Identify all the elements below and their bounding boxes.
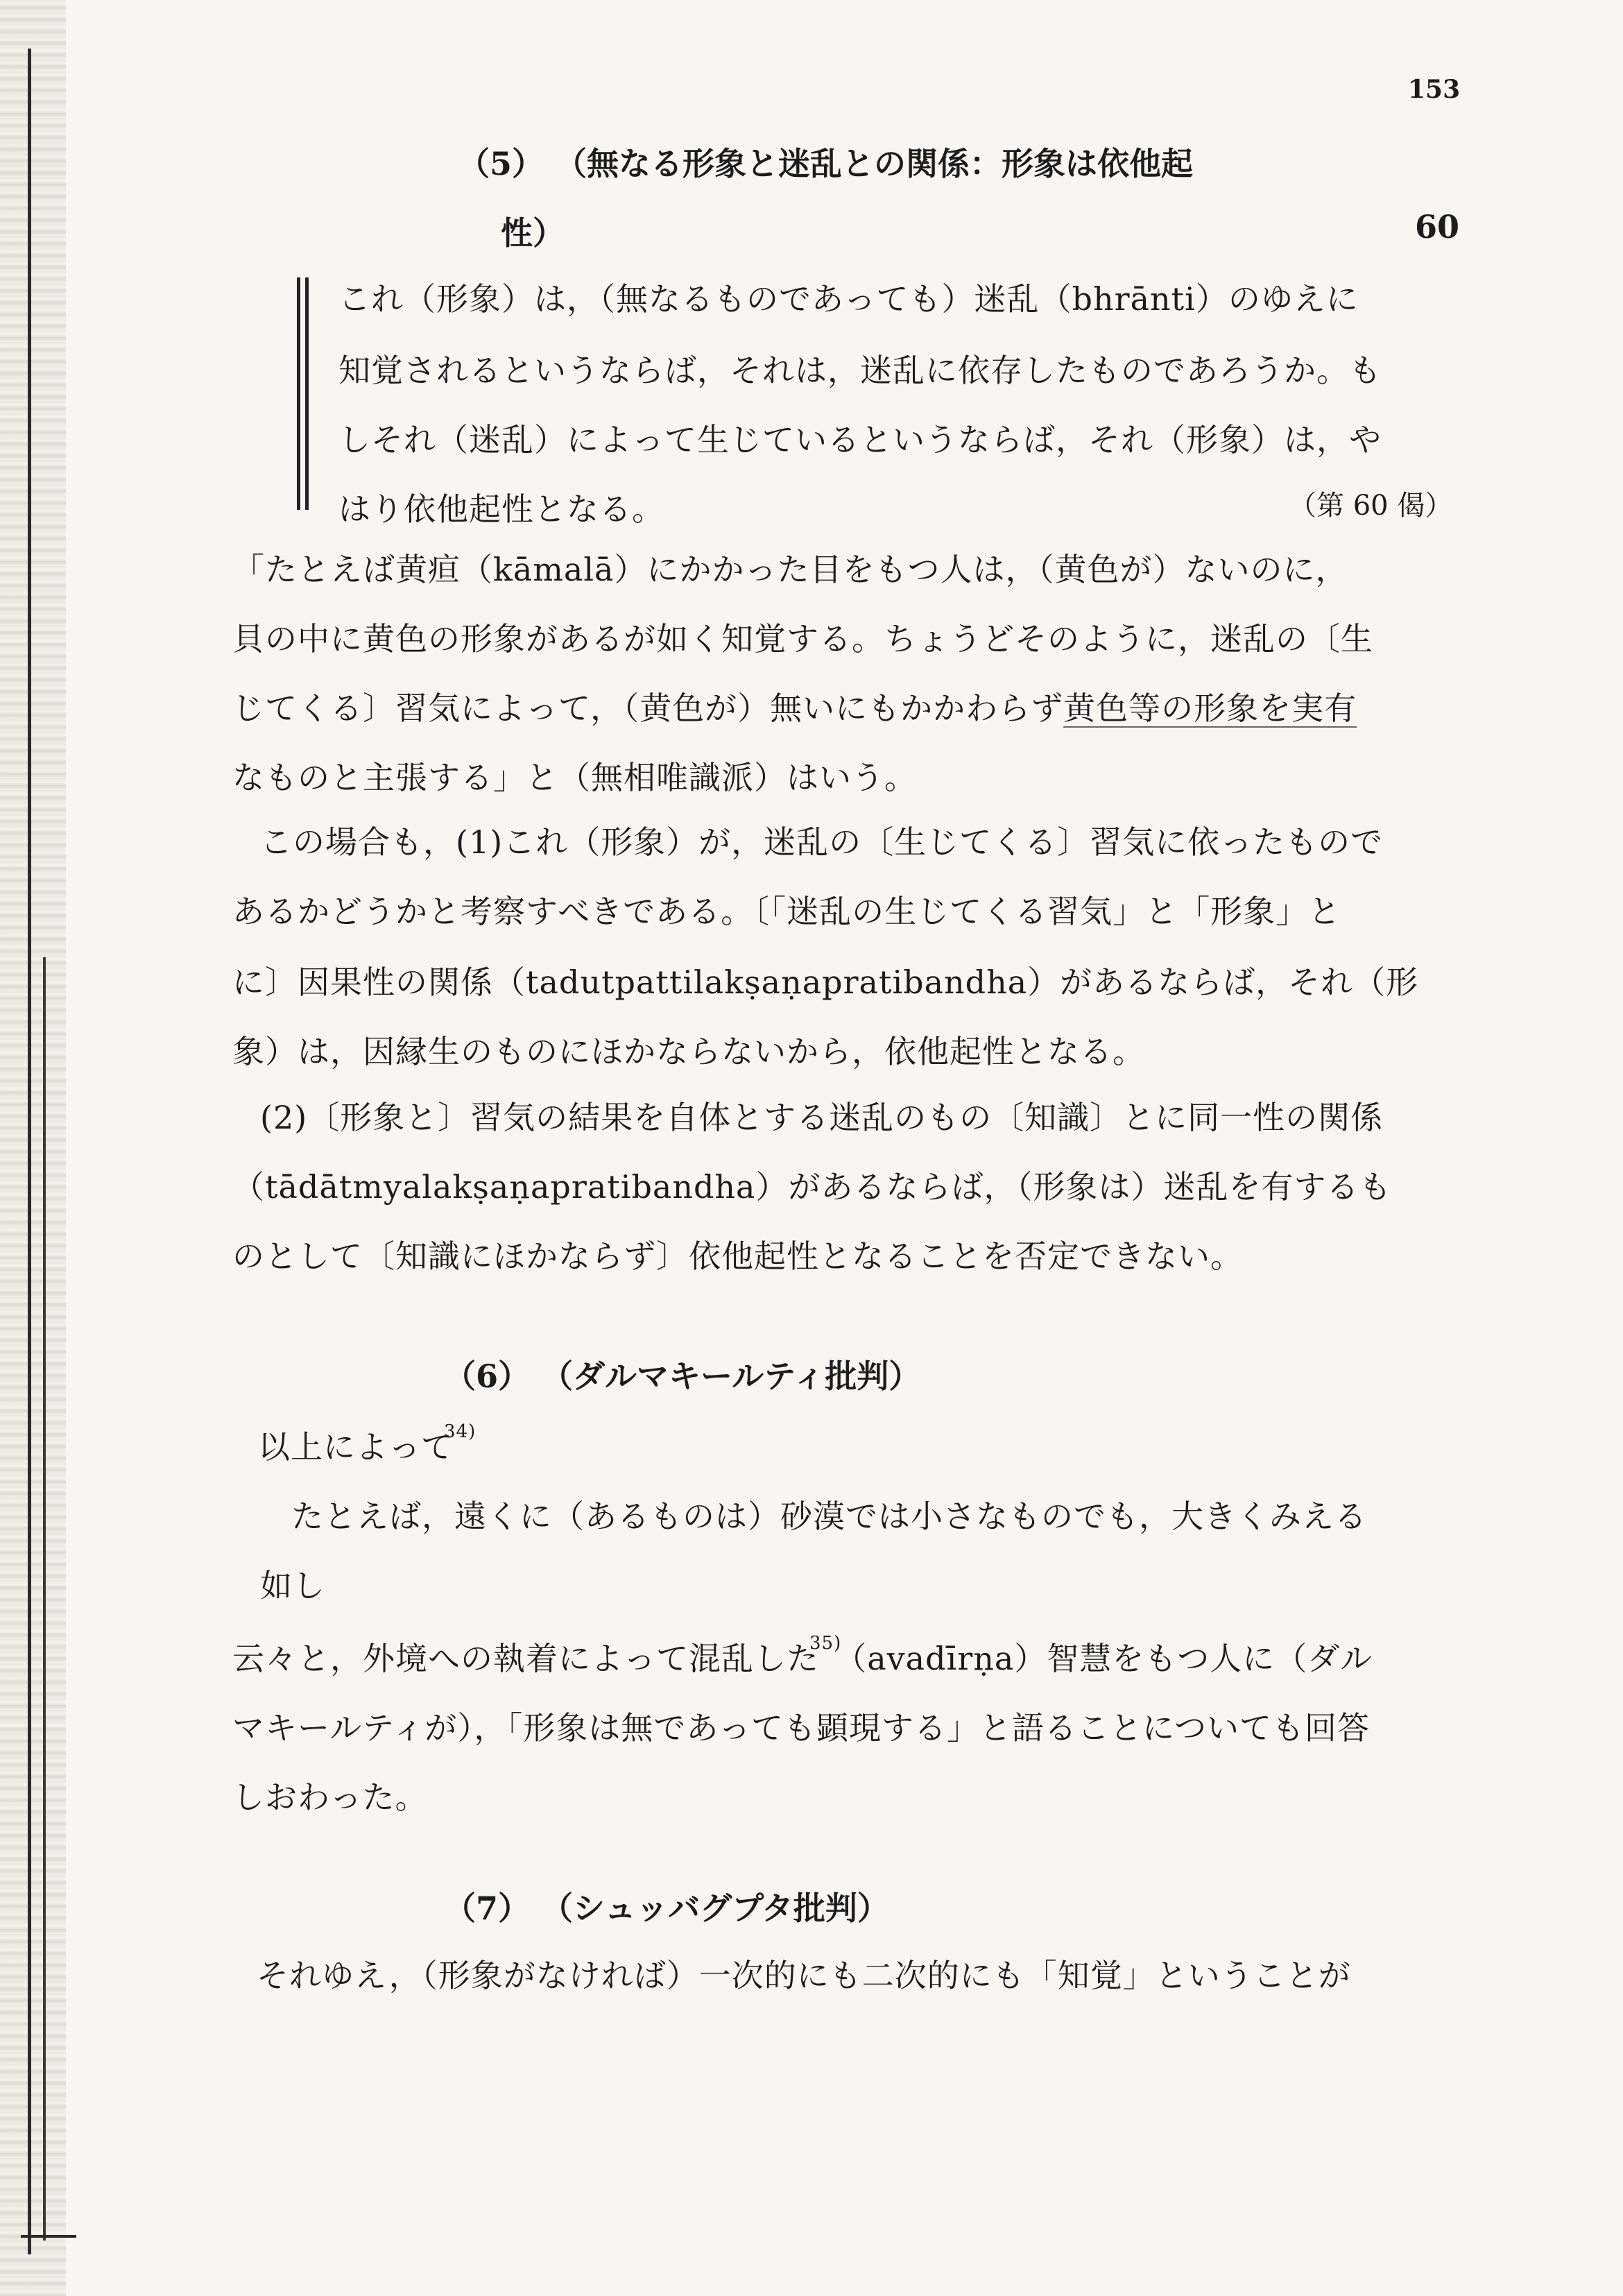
body-line: (2)〔形象と〕習気の結果を自体とする迷乱のもの〔知識〕とに同一性の関係 — [260, 1099, 1384, 1136]
body-line: なものと主張する」と（無相唯識派）はいう。 — [232, 759, 917, 796]
verse-line: はり依他起性となる。 — [338, 490, 664, 528]
footnote-marker: 34) — [444, 1421, 476, 1442]
body-line: 貝の中に黄色の形象があるが如く知覚する。ちょうどそのように，迷乱の〔生 — [232, 620, 1373, 658]
quote-line: たとえば，遠くに（あるものは）砂漠では小さなものでも，大きくみえる — [291, 1498, 1367, 1535]
body-line: それゆえ，（形象がなければ）一次的にも二次的にも「知覚」ということが — [257, 1957, 1351, 1994]
verse-line: しそれ（迷乱）によって生じているというならば，それ（形象）は，や — [338, 421, 1382, 459]
underlined-text: 黄色等の形象を実有 — [1063, 689, 1357, 727]
section-5-heading: （5） （無なる形象と迷乱との関係：形象は依他起 — [458, 145, 1194, 182]
body-line: のとして〔知識にほかならず〕依他起性となることを否定できない。 — [232, 1237, 1243, 1275]
verse-line: これ（形象）は，（無なるものであっても）迷乱（bhrānti）のゆえに — [338, 280, 1359, 318]
body-line — [258, 1421, 476, 1468]
body-line: に〕因果性の関係（tadutpattilakṣaṇapratibandha）があるならば，それ（形 — [232, 963, 1419, 1001]
body-text: じてくる〕習気によって，（黄色が）無いにもかかわらず — [232, 689, 1064, 727]
page-number: 153 — [1408, 75, 1461, 104]
verse-line: 知覚されるというならば，それは，迷乱に依存したものであろうか。も — [338, 352, 1382, 389]
verse-bar-left — [297, 277, 300, 510]
scan-binding-edge — [0, 0, 66, 2296]
footnote-marker: 35) — [809, 1633, 842, 1654]
binding-rule — [28, 49, 31, 2254]
verse-reference: （第 60 偈） — [1289, 490, 1453, 522]
body-line: この場合も，(1)これ（形象）が，迷乱の〔生じてくる〕習気に依ったもので — [260, 823, 1384, 861]
body-line: 象）は，因縁生のものにほかならないから，依他起性となる。 — [232, 1033, 1145, 1070]
verse-bar-right — [305, 277, 309, 510]
body-line: （tādātmyalakṣaṇapratibandha）があるならば，（形象は）迷乱を有するも — [232, 1168, 1392, 1206]
section-5-heading-cont: 性） — [501, 214, 565, 252]
body-line: しおわった。 — [232, 1779, 428, 1816]
body-line — [232, 1634, 1373, 1679]
body-text: 云々と，外境への執着によって混乱した — [232, 1640, 819, 1677]
body-line: あるかどうかと考察すべきである。〔「迷乱の生じてくる習気」と「形象」と — [232, 893, 1341, 930]
body-text: 以上によって — [258, 1428, 454, 1466]
section-7-heading: （7） （シュッバグプタ批判） — [444, 1890, 889, 1927]
binding-rule-foot — [21, 2235, 76, 2238]
body-line: マキールティが），「形象は無であっても顕現する」と語ることについても回答 — [232, 1709, 1371, 1747]
verse-number: 60 — [1415, 208, 1460, 246]
binding-rule-inner — [43, 957, 46, 2241]
section-6-heading: （6） （ダルマキールティ批判） — [444, 1357, 921, 1395]
quote-line: 如し — [260, 1567, 325, 1604]
body-line — [232, 683, 1357, 729]
body-text: （avadīrṇa）智慧をもつ人に（ダル — [834, 1640, 1373, 1677]
body-line: 「たとえば黄疸（kāmalā）にかかった目をもつ人は，（黄色が）ないのに， — [232, 551, 1348, 588]
